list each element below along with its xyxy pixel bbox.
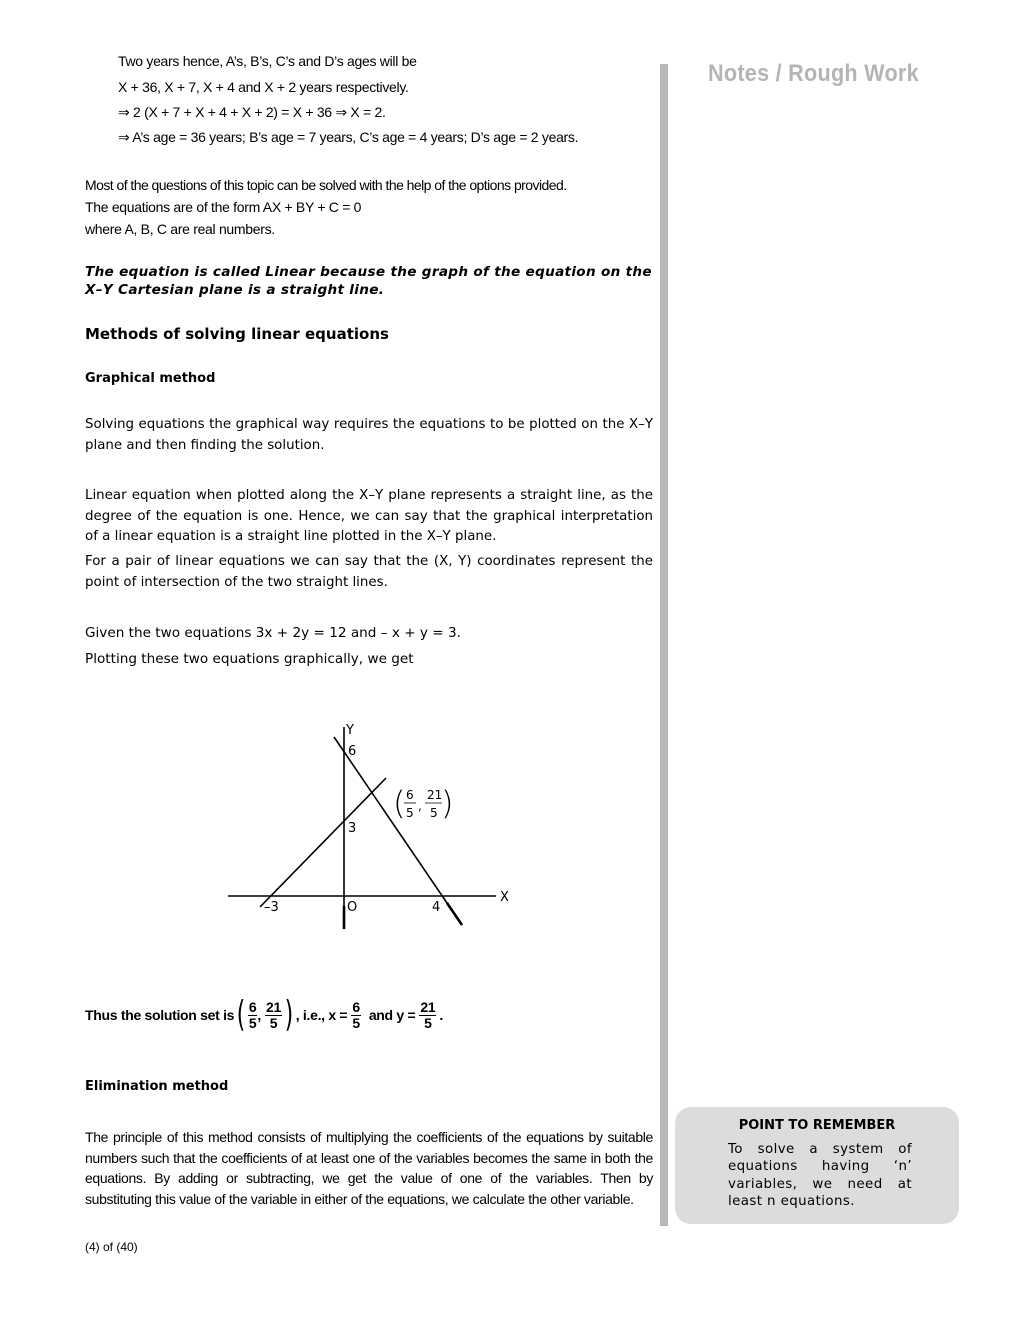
line-neg-x-y-3 xyxy=(260,778,386,907)
graphical-para-3: For a pair of linear equations we can say that the (X, Y) coordinates represent the point of intersection of the two straight lines. xyxy=(85,554,653,590)
svg-text:6: 6 xyxy=(406,788,414,802)
solution-x-fraction: $\frac{6}{5}$ xyxy=(248,998,257,1031)
elimination-para: The principle of this method consists of multiplying the coefficients of the equations by suitable numbers such that the coefficients of at least one of the variables becomes the same in both the equations. By adding or subtracting, we get the value of one of the variables. Then by substituting this value of the variable in either of the equations, we calculate the other variable. xyxy=(85,1129,653,1208)
section-heading: Methods of solving linear equations xyxy=(85,325,389,343)
form-line-2: The equations are of the form AX + BY + C = 0 xyxy=(85,199,362,215)
linear-equations-graph xyxy=(220,710,520,940)
intro-line-4: ⇒ A’s age = 36 years; B’s age = 7 years, C’s age = 4 years; D’s age = 2 years. xyxy=(118,129,579,145)
solution-prefix: Thus the solution set is xyxy=(85,1007,235,1023)
form-line-1: Most of the questions of this topic can be solved with the help of the options provided. xyxy=(85,177,567,193)
y-axis-label: Y xyxy=(346,723,354,738)
notes-rough-work-title: Notes / Rough Work xyxy=(708,60,919,87)
origin-label: O xyxy=(347,900,358,915)
intro-line-2: X + 36, X + 7, X + 4 and X + 2 years respectively. xyxy=(118,79,409,95)
intro-line-3: ⇒ 2 (X + 7 + X + 4 + X + 2) = X + 36 ⇒ X = 2. xyxy=(118,104,386,120)
solution-and: and y = xyxy=(368,1007,416,1023)
plotting-text: Plotting these two equations graphically, we get xyxy=(85,651,414,667)
svg-text:5: 5 xyxy=(430,806,438,820)
solution-set-line: Thus the solution set is ( $\frac{6}{5}$ , $\frac{21}{5}$ ) , i.e., x = $\frac{6}{5}$ and y = $\frac{21}{5}$ . xyxy=(85,994,443,1035)
tick-label-3: 3 xyxy=(348,821,357,836)
linear-note-line-2: X–Y Cartesian plane is a straight line. xyxy=(85,282,385,298)
svg-text:21: 21 xyxy=(427,788,443,802)
graph-svg xyxy=(220,710,520,940)
form-line-3: where A, B, C are real numbers. xyxy=(85,221,275,237)
point-to-remember-text: To solve a system of equations having ‘n’ variables, we need at least n equations. xyxy=(728,1142,912,1209)
given-equations: Given the two equations 3x + 2y = 12 and – x + y = 3. xyxy=(85,625,461,641)
margin-divider-bar xyxy=(660,64,668,1226)
point-to-remember-title: POINT TO REMEMBER xyxy=(738,1118,896,1133)
point-to-remember-box xyxy=(675,1107,959,1224)
solution-y-fraction: $\frac{21}{5}$ xyxy=(266,998,281,1031)
svg-text:5: 5 xyxy=(406,806,414,820)
tick-label-neg3: –3 xyxy=(264,900,279,915)
elimination-method-heading: Elimination method xyxy=(85,1079,229,1094)
linear-note-line-1: The equation is called Linear because the graph of the equation on the xyxy=(85,264,652,280)
svg-text:(: ( xyxy=(393,784,406,822)
x-axis-label: X xyxy=(500,890,509,905)
graphical-method-heading: Graphical method xyxy=(85,371,216,386)
intro-line-1: Two years hence, A’s, B’s, C’s and D’s ages will be xyxy=(118,53,417,69)
x-value-fraction: $\frac{6}{5}$ xyxy=(352,998,360,1031)
graphical-para-2: Linear equation when plotted along the X–Y plane represents a straight line, as the degree of the equation is one. Hence, we can say that the graphical interpretation of a linear equation is a straight line plotted in the X–Y plane. xyxy=(85,488,653,545)
y-value-fraction: $\frac{21}{5}$ xyxy=(420,998,436,1031)
intersection-label xyxy=(393,784,453,822)
svg-text:): ) xyxy=(441,784,454,822)
tick-label-4: 4 xyxy=(432,900,441,915)
graphical-para-1: Solving equations the graphical way requires the equations to be plotted on the X–Y plane and then finding the solution. xyxy=(85,417,653,453)
tick-label-6: 6 xyxy=(348,744,357,759)
solution-ie: , i.e., x = xyxy=(295,1007,348,1023)
svg-text:,: , xyxy=(418,799,422,813)
page-number: (4) of (40) xyxy=(85,1240,138,1254)
